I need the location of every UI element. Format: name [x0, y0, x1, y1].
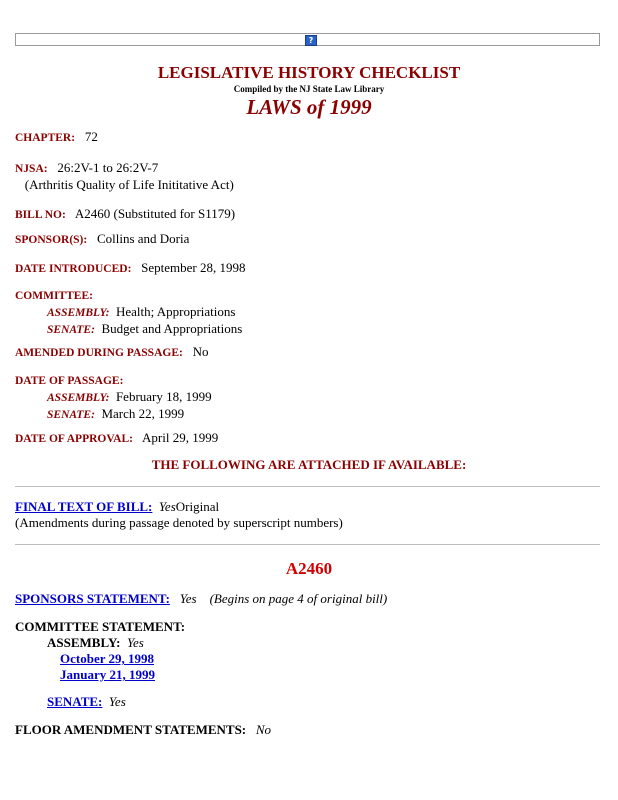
committee-label: COMMITTEE: [15, 290, 93, 302]
sponsors-label: SPONSOR(S): [15, 234, 88, 246]
passage-row [15, 372, 212, 423]
passage-senate-value: March 22, 1999 [101, 406, 185, 421]
sponsors-statement-note: (Begins on page 4 of original bill) [209, 591, 388, 606]
final-text-value: Original [175, 499, 220, 514]
passage-assembly-label: ASSEMBLY: [47, 392, 110, 404]
njsa-value: 26:2V-1 to 26:2V-7 [57, 160, 159, 175]
final-text-link[interactable]: FINAL TEXT OF BILL: [15, 499, 153, 514]
laws-year: LAWS of 1999 [246, 95, 372, 119]
committee-assembly-label: ASSEMBLY: [47, 307, 110, 319]
senate-statement-yes: Yes [108, 694, 126, 709]
date-introduced-label: DATE INTRODUCED: [15, 263, 132, 275]
committee-statement-assembly-yes: Yes [126, 635, 144, 650]
approval-value: April 29, 1999 [142, 430, 219, 445]
amended-label: AMENDED DURING PASSAGE: [15, 347, 183, 359]
approval-row [15, 430, 218, 447]
date-introduced-row [15, 260, 246, 277]
chapter-row [15, 129, 98, 146]
committee-senate-label: SENATE: [47, 324, 95, 336]
question-mark-icon[interactable]: ? [305, 35, 317, 46]
committee-date-link[interactable]: October 29, 1998 [60, 651, 154, 666]
committee-date-link[interactable]: January 21, 1999 [60, 667, 155, 682]
committee-statement-label: COMMITTEE STATEMENT: [15, 619, 186, 634]
sponsors-statement-link[interactable]: SPONSORS STATEMENT: [15, 591, 170, 606]
compiled-by: Compiled by the NJ State Law Library [233, 84, 385, 94]
njsa-row [15, 160, 234, 193]
chapter-label: CHAPTER: [15, 132, 76, 144]
committee-assembly-value: Health; Appropriations [115, 304, 236, 319]
amended-row [15, 344, 208, 361]
sponsors-statement-yes: Yes [179, 591, 197, 606]
date-introduced-value: September 28, 1998 [141, 260, 246, 275]
divider [15, 544, 600, 545]
chapter-value: 72 [84, 129, 98, 144]
njsa-label: NJSA: [15, 163, 48, 175]
page-title: LEGISLATIVE HISTORY CHECKLIST [157, 63, 461, 82]
final-text-row [15, 499, 343, 531]
committee-senate-value: Budget and Appropriations [101, 321, 243, 336]
amended-value: No [192, 344, 209, 359]
attached-heading: THE FOLLOWING ARE ATTACHED IF AVAILABLE: [151, 457, 467, 472]
divider [15, 486, 600, 487]
committee-statement-assembly-label: ASSEMBLY: [47, 635, 121, 650]
committee-row [15, 287, 242, 338]
bill-value: A2460 (Substituted for S1179) [74, 206, 236, 221]
floor-label: FLOOR AMENDMENT STATEMENTS: [15, 722, 247, 737]
toolbar-frame [15, 33, 600, 46]
approval-label: DATE OF APPROVAL: [15, 433, 133, 445]
njsa-act: (Arthritis Quality of Life Inititative Act) [24, 177, 234, 192]
sponsors-row [15, 231, 189, 248]
final-text-yes: Yes [158, 499, 176, 514]
senate-statement-link[interactable]: SENATE: [47, 694, 103, 709]
bill-row [15, 206, 235, 223]
passage-assembly-value: February 18, 1999 [115, 389, 212, 404]
final-text-note: (Amendments during passage denoted by superscript numbers) [15, 515, 343, 530]
sponsors-value: Collins and Doria [96, 231, 190, 246]
sponsors-statement-row [15, 591, 387, 607]
passage-senate-label: SENATE: [47, 409, 95, 421]
floor-value: No [255, 722, 272, 737]
bill-heading: A2460 [285, 559, 333, 578]
bill-label: BILL NO: [15, 209, 66, 221]
passage-label: DATE OF PASSAGE: [15, 375, 124, 387]
senate-statement-row [15, 694, 126, 710]
floor-row [15, 722, 271, 738]
committee-statement-row [15, 619, 185, 683]
